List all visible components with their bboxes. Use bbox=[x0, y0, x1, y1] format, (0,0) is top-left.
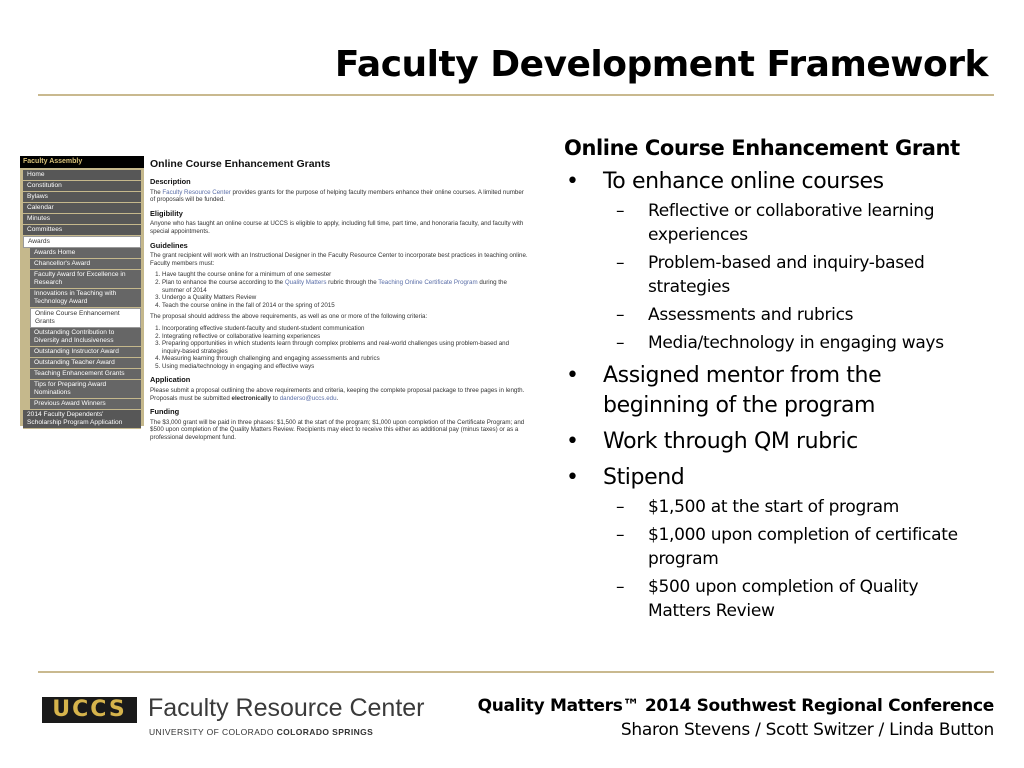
list-item: 1. Have taught the course online for a minimum of one semester bbox=[162, 271, 530, 279]
sidebar-subitem[interactable]: Awards Home bbox=[30, 248, 141, 259]
dash-icon: – bbox=[616, 305, 625, 325]
top-divider bbox=[38, 94, 994, 96]
sidebar-subitem[interactable]: Outstanding Instructor Award bbox=[30, 347, 141, 358]
dash-icon: – bbox=[616, 333, 625, 353]
faculty-resource-center-label: Faculty Resource Center bbox=[148, 694, 425, 722]
bullet-icon: • bbox=[566, 465, 579, 490]
description-text: The Faculty Resource Center provides grants for the purpose of helping faculty members enhance their online courses. A limited number of proposals will be funded. bbox=[150, 188, 524, 204]
conference-label: Quality Matters™ 2014 Southwest Regional Conference bbox=[477, 696, 994, 716]
web-sidebar bbox=[20, 156, 144, 426]
sidebar-item-constitution[interactable]: Constitution bbox=[23, 181, 141, 192]
list-item: 3. Undergo a Quality Matters Review bbox=[162, 294, 530, 302]
section-title: Online Course Enhancement Grant bbox=[564, 136, 960, 160]
sub-bullet: – Media/technology in engaging ways bbox=[616, 333, 944, 353]
bullet: • To enhance online courses bbox=[564, 167, 984, 197]
bullet: • Work through QM rubric bbox=[564, 427, 984, 457]
uccs-logo: UCCS bbox=[42, 697, 137, 723]
embedded-webpage-screenshot bbox=[20, 152, 530, 512]
dash-icon: – bbox=[616, 497, 625, 517]
sub-bullet: – Assessments and rubrics bbox=[616, 305, 854, 325]
certificate-program-link[interactable]: Teaching Online Certificate Program bbox=[378, 278, 478, 286]
application-heading: Application bbox=[150, 375, 191, 385]
bullet: • Stipend bbox=[564, 463, 984, 493]
criteria-intro: The proposal should address the above requirements, as well as one or more of the following criteria: bbox=[150, 313, 428, 321]
sidebar-subitem[interactable]: Faculty Award for Excellence in Research bbox=[30, 270, 141, 289]
sub-bullet: – $500 upon completion of Quality Matters Review bbox=[616, 577, 919, 621]
sub-bullet: – Problem-based and inquiry-based strategies bbox=[616, 253, 925, 297]
guidelines-intro: The grant recipient will work with an Instructional Designer in the Faculty Resource Center to incorporate best practices in teaching online. Faculty members must: bbox=[150, 252, 528, 267]
sidebar-subitem[interactable]: Innovations in Teaching with Technology Award bbox=[30, 289, 141, 308]
sidebar-subitem-active[interactable]: Online Course Enhancement Grants bbox=[30, 308, 141, 328]
funding-text: The $3,000 grant will be paid in three phases: $1,500 at the start of the program; $1,000 upon completion of the Certificate Program; and $500 upon completion of the Quality Matters Review. Recipients may elect to receive this either as additional pay (minus taxes) or as a professional development fund. bbox=[150, 418, 525, 442]
sidebar-subitem[interactable]: Chancellor's Award bbox=[30, 259, 141, 270]
slide-title: Faculty Development Framework bbox=[334, 44, 988, 85]
bullet: • Assigned mentor from the beginning of the program bbox=[566, 363, 882, 418]
criteria-list bbox=[162, 325, 530, 371]
quality-matters-link[interactable]: Quality Matters bbox=[284, 278, 327, 286]
bullet-icon: • bbox=[566, 429, 579, 454]
dash-icon: – bbox=[616, 253, 625, 273]
sidebar-header: Faculty Assembly bbox=[20, 156, 144, 168]
sidebar-item-calendar[interactable]: Calendar bbox=[23, 203, 141, 214]
eligibility-heading: Eligibility bbox=[150, 208, 183, 218]
list-item: 3. Preparing opportunities in which students learn through complex problems and real-world challenges using problem-based and inquiry-based strategies bbox=[162, 340, 530, 355]
web-page-title: Online Course Enhancement Grants bbox=[150, 158, 331, 170]
sidebar-subitem[interactable]: Outstanding Contribution to Diversity and Inclusiveness bbox=[30, 328, 141, 347]
application-text: Please submit a proposal outlining the above requirements and criteria, keeping the complete proposal package to three pages in length. Proposals must be submitted electronically to danderso@uccs.edu. bbox=[150, 387, 525, 402]
sidebar-subitem[interactable]: Outstanding Teacher Award bbox=[30, 358, 141, 369]
bullet-content bbox=[564, 136, 984, 627]
sub-bullet: – $1,500 at the start of program bbox=[616, 497, 900, 517]
list-item: 2. Integrating reflective or collaborative learning experiences bbox=[162, 333, 530, 341]
frc-link[interactable]: Faculty Resource Center bbox=[162, 188, 231, 196]
description-heading: Description bbox=[150, 177, 191, 186]
sidebar-item-home[interactable]: Home bbox=[23, 170, 141, 181]
bottom-divider bbox=[38, 671, 994, 673]
sidebar-subitem[interactable]: Teaching Enhancement Grants bbox=[30, 369, 141, 380]
dash-icon: – bbox=[616, 201, 625, 221]
bullet-icon: • bbox=[566, 169, 579, 194]
sidebar-item-awards[interactable]: Awards bbox=[23, 236, 141, 248]
eligibility-text: Anyone who has taught an online course at UCCS is eligible to apply, including full time, part time, and honoraria faculty, and faculty with special appointments. bbox=[150, 220, 524, 235]
bullet-icon: • bbox=[566, 363, 579, 388]
authors-label: Sharon Stevens / Scott Switzer / Linda Button bbox=[620, 720, 994, 740]
sidebar-subitem[interactable]: Tips for Preparing Award Nominations bbox=[30, 380, 141, 399]
guidelines-heading: Guidelines bbox=[150, 240, 188, 250]
guidelines-list bbox=[162, 271, 530, 309]
sidebar-item-committees[interactable]: Committees bbox=[23, 225, 141, 236]
sidebar-item-scholarship[interactable]: 2014 Faculty Dependents' Scholarship Program Application bbox=[23, 410, 141, 429]
list-item: 1. Incorporating effective student-faculty and student-student communication bbox=[162, 325, 530, 333]
list-item: 2. Plan to enhance the course according to the Quality Matters rubric through the Teaching Online Certificate Program during the summer of 2014 bbox=[162, 279, 530, 294]
list-item: 4. Measuring learning through challenging and engaging assessments and rubrics bbox=[162, 355, 530, 363]
sidebar-subitem[interactable]: Previous Award Winners bbox=[30, 399, 141, 410]
sidebar-item-bylaws[interactable]: Bylaws bbox=[23, 192, 141, 203]
sub-bullet: – $1,000 upon completion of certificate program bbox=[616, 525, 958, 569]
university-label: UNIVERSITY OF COLORADO COLORADO SPRINGS bbox=[149, 727, 374, 737]
sub-bullet: – Reflective or collaborative learning experiences bbox=[616, 201, 935, 245]
email-link[interactable]: danderso@uccs.edu bbox=[279, 394, 337, 402]
dash-icon: – bbox=[616, 577, 625, 597]
dash-icon: – bbox=[616, 525, 625, 545]
funding-heading: Funding bbox=[150, 407, 180, 417]
web-main-content bbox=[150, 156, 530, 446]
sidebar-item-minutes[interactable]: Minutes bbox=[23, 214, 141, 225]
list-item: 4. Teach the course online in the fall of 2014 or the spring of 2015 bbox=[162, 302, 530, 310]
list-item: 5. Using media/technology in engaging and effective ways bbox=[162, 363, 530, 371]
